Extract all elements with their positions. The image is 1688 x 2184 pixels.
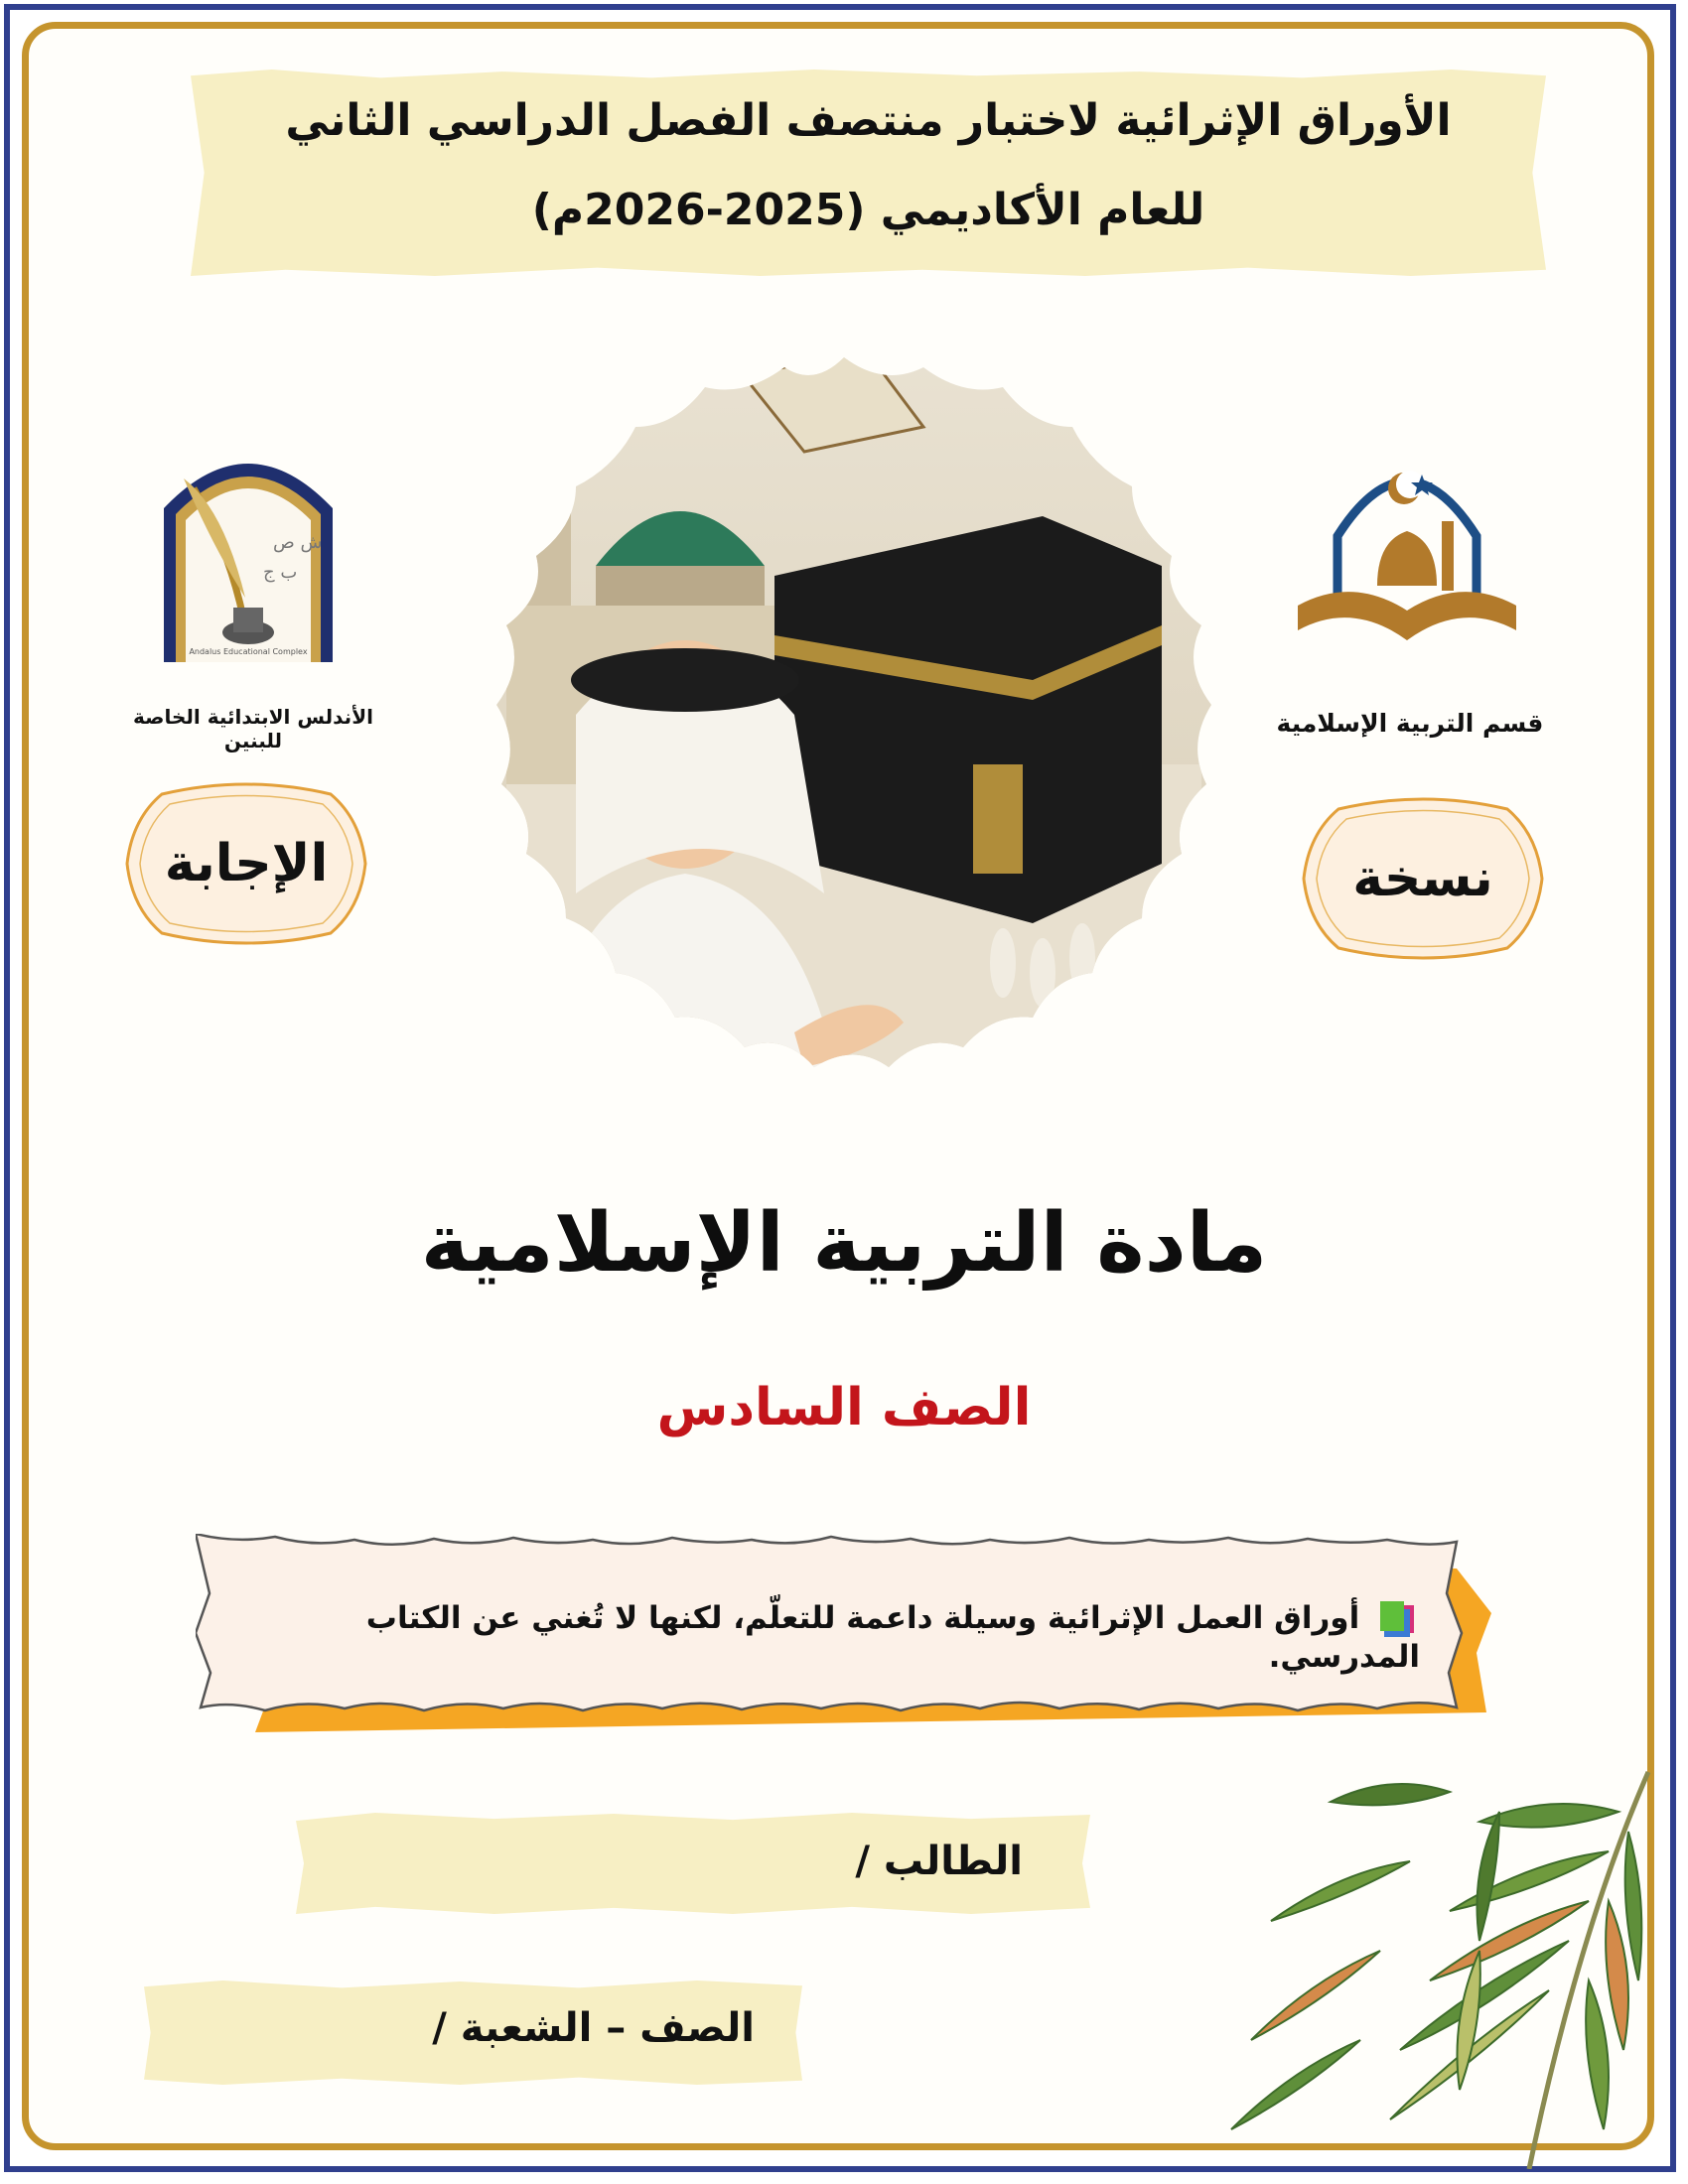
student-field[interactable]: الطالب /: [855, 1839, 1023, 1884]
mosque-book-logo-icon: [1283, 427, 1531, 665]
header-title-line2: للعام الأكاديمي (2025-2026م): [531, 185, 1205, 235]
class-section-field[interactable]: الصف – الشعبة /: [432, 2005, 755, 2051]
kaaba-boy-illustration: [447, 338, 1241, 1122]
note-text-label: أوراق العمل الإثرائية وسيلة داعمة للتعلّم، لكنها لا تُغني عن الكتاب المدرسي.: [365, 1600, 1420, 1675]
bamboo-leaves-icon: [1152, 1752, 1668, 2169]
subject-title: مادة التربية الإسلامية: [420, 1196, 1268, 1291]
school-logo-icon: [154, 429, 343, 667]
school-caption: الأندلس الابتدائية الخاصة للبنين: [133, 705, 373, 752]
school-logo-text: Andalus Educational Complex: [189, 647, 308, 656]
svg-text:ب ج: ب ج: [263, 562, 298, 583]
header-title-line1: الأوراق الإثرائية لاختبار منتصف الفصل الدراسي الثاني: [285, 95, 1452, 146]
department-caption: قسم التربية الإسلامية: [1276, 709, 1544, 738]
note-text: [238, 1600, 1420, 1675]
svg-text:ش ص: ش ص: [273, 532, 323, 553]
grade-title: الصف السادس: [656, 1378, 1032, 1437]
copy-badge: نسخة: [1352, 849, 1493, 908]
books-icon: [1380, 1601, 1420, 1639]
answer-badge: الإجابة: [164, 834, 329, 893]
